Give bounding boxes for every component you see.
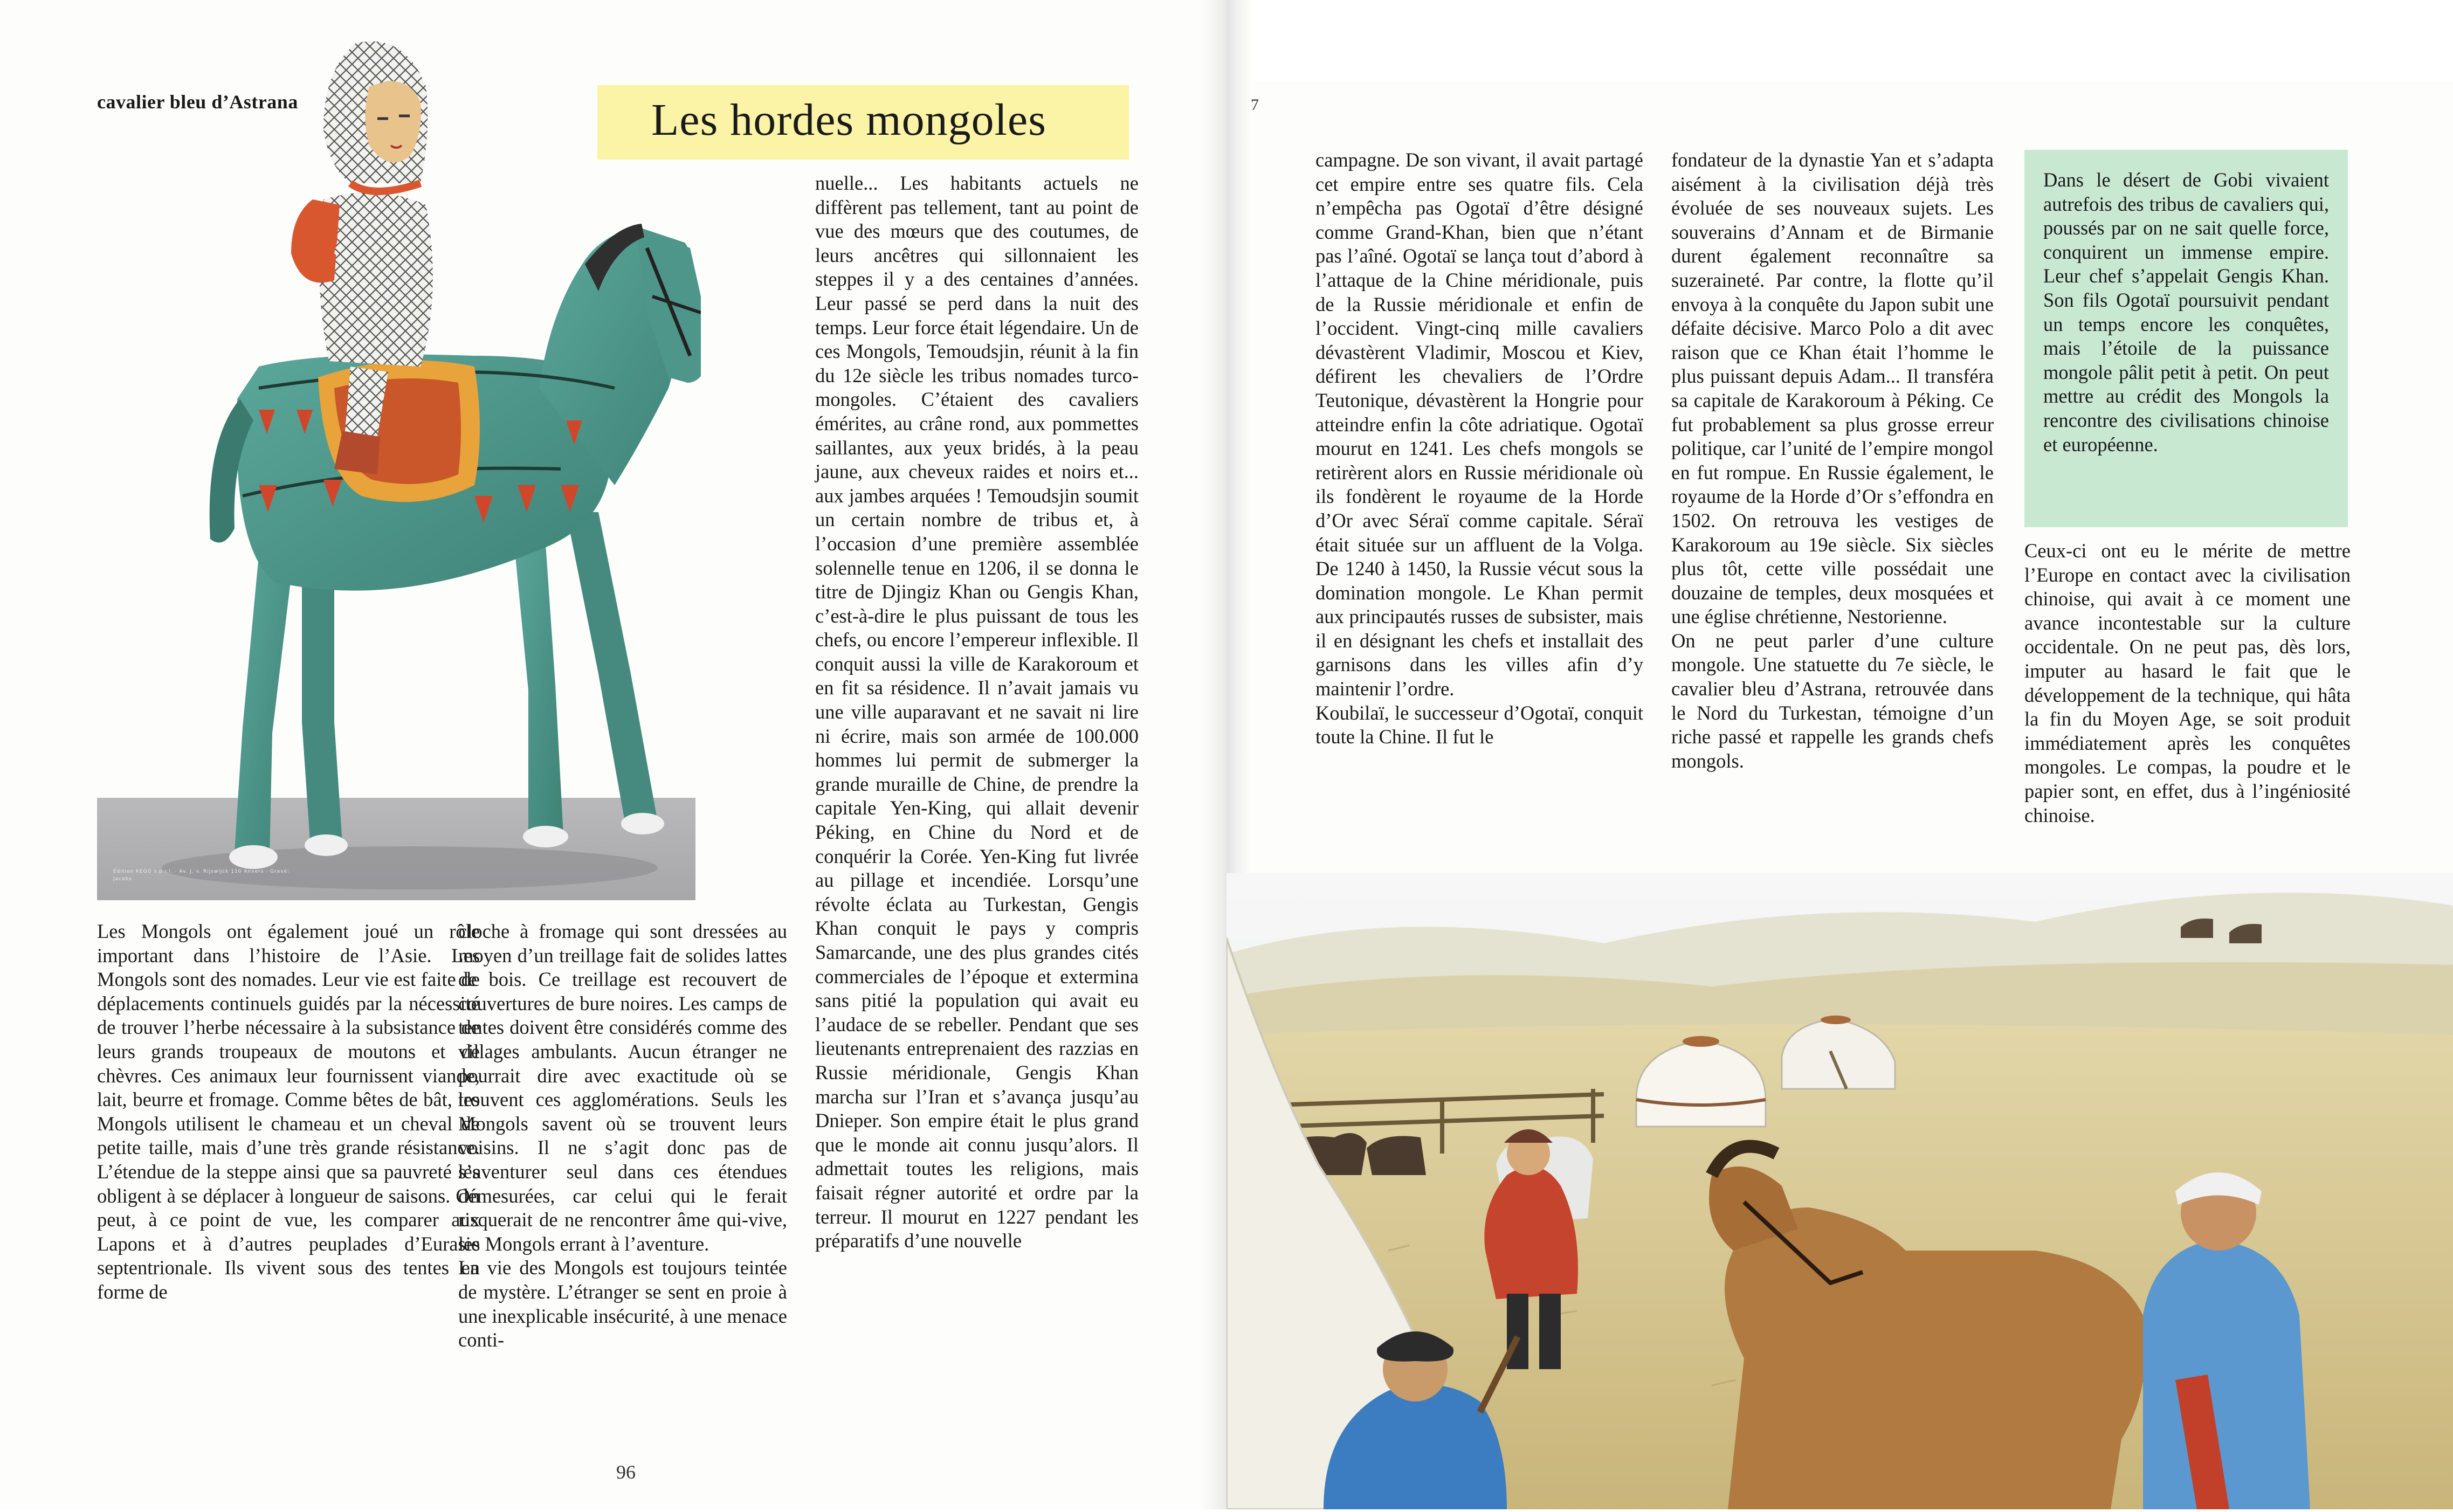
page-number-left: 96 [616, 1461, 636, 1483]
paragraph: campagne. De son vivant, il avait partagé cet empire entre ses quatre fils. Cela n’empêcha pas Ogotaï d’être désigné comme Grand-Khan, bien que n’étant pas l’aîné. Ogotaï se lança tout d’abord à l’attaque de la Chine méridionale, puis de la Russie méridionale et enfin de l’occident. Vingt-cinq mille cavaliers dévastèrent Vladimir, Moscou et Kiev, défirent les chevaliers de l’Ordre Teutonique, dévastèrent la Hongrie pour atteindre enfin la côte adriatique. Ogotaï mourut en 1241. Les chefs mongols se retirèrent alors en Russie méridionale où ils fondèrent le royaume de la Horde d’Or avec Séraï comme capitale. Séraï était située sur un affluent de la Volga. De 1240 à 1450, la Russie vécut sous la domination mongole. Le Khan permit aux principautés russes de subsister, mais il en désignant les chefs et installait des garnisons dans les villes afin d’y maintenir l’ordre. [1315, 149, 1643, 700]
paragraph: On ne peut parler d’une culture mongole. Une statuette du 7e siècle, le cavalier bleu d’Astrana, retrouvée dans le Nord du Turkestan, témoigne d’un riche passé et rappelle les grands chefs mongols. [1671, 629, 1994, 772]
text-column-c [815, 171, 1139, 1253]
right-page-top-margin [1229, 0, 2453, 81]
paragraph: fondateur de la dynastie Yan et s’adapta aisément à la civilisation déjà très évoluée de ses nouveaux sujets. Les souverains d’Annam et de Birmanie durent également reconnaître sa suzeraineté. Par contre, la flotte qu’il envoya à la conquête du Japon subit une défaite décisive. Marco Polo a dit avec raison que ce Khan était l’homme le plus puissant depuis Adam... Il transféra sa capitale de Karakoroum à Péking. Ce fut probablement sa plus grosse erreur politique, car l’unité de l’empire mongol en fut rompue. En Russie également, le royaume de la Horde d’Or s’effondra en 1502. On retrouva les vestiges de Karakoroum au 19e siècle. Six siècles plus tôt, cette ville possédait une douzaine de temples, deux mosquées et une église chrétienne, Nestorienne. [1671, 149, 1994, 628]
page-number-right: 7 [1251, 96, 1259, 114]
text-column-d [1315, 148, 1643, 749]
steppe-scene-drawing [1226, 873, 2453, 1509]
paragraph: cloche à fromage qui sont dressées au moyen d’un treillage fait de solides lattes de bois. Ce treillage est recouvert de couvertures de bure noires. Les camps de tentes doivent être considérés comme des villages ambulants. Aucun étranger ne pourrait dire avec exactitude où se trouvent ces agglomérations. Seuls les Mongols savent où se trouvent leurs voisins. Il ne s’agit donc pas de s’aventurer seul dans ces étendues démesurées, car celui qui le ferait risquerait de ne rencontrer âme qui-vive, les Mongols errant à l’aventure. [458, 920, 787, 1255]
paragraph: La vie des Mongols est toujours teintée de mystère. L’étranger se sent en proie à une inexplicable insécurité, à une menace conti- [458, 1256, 787, 1351]
text-column-e [1671, 148, 1994, 773]
paragraph: Les Mongols ont également joué un rôle important dans l’histoire de l’Asie. Les Mongols sont des nomades. Leur vie est faite de déplacements continuels guidés par la nécessité de trouver l’herbe nécessaire à la subsistance de leurs grands troupeaux de moutons et de chèvres. Ces animaux leur fournissent viande, lait, beurre et fromage. Comme bêtes de bât, les Mongols utilisent le chameau et un cheval de petite taille, mais d’une très grande résistance. L’étendue de la steppe ainsi que sa pauvreté les obligent à se déplacer à longueur de saisons. On peut, à ce point de vue, les comparer aux Lapons et à d’autres peuplades d’Eurasie septentrionale. Ils vivent sous des tentes en forme de [97, 920, 480, 1303]
text-column-b [458, 920, 787, 1352]
text-column-a [97, 920, 480, 1304]
paragraph: nuelle... Les habitants actuels ne diffèrent pas tellement, tant au point de vue des mœurs que des coutumes, de leurs ancêtres qui sillonnaient les steppes il y a des centaines d’années. Leur passé se perd dans la nuit des temps. Leur force était légendaire. Un de ces Mongols, Temoudsjin, réunit à la fin du 12e siècle les tribus nomades turco-mongoles. C’étaient des cavaliers émérites, au crâne rond, aux pommettes saillantes, aux yeux bridés, à la peau jaune, aux cheveux raides et noirs et... aux jambes arquées ! Temoudsjin soumit un certain nombre de tribus et, à l’occasion d’une première assemblée solennelle tenue en 1206, il se donna le titre de Djingiz Khan ou Gengis Khan, c’est-à-dire le plus puissant de tous les chefs, ou encore l’empereur inflexible. Il conquit aussi la ville de Karakoroum et en fit sa résidence. Il n’avait jamais vu une ville auparavant et ne savait ni lire ni écrire, mais son armée de 100.000 hommes lui permit de submerger la grande muraille de Chine, de prendre la capitale Yen-King, qui allait devenir Péking, en Chine du Nord et de conquérir la Corée. Yen-King fut livrée au pillage et incendiée. Lorsqu’une révolte éclata au Turkestan, Gengis Khan conquit le pays y compris Samarcande, une des plus grandes cités commerciales de l’époque et extermina sans pitié la population qui avait eu l’audace de se rebeller. Pendant que ses lieutenants entreprenaient des razzias en Russie méridionale, Gengis Khan marcha sur l’Iran et s’avança jusqu’au Dnieper. Son empire était le plus grand que le monde ait connu jusqu’alors. Il admettait toutes les religions, mais faisait régner autorité et ordre par la terreur. Il mourut en 1227 pendant les préparatifs d’une nouvelle [815, 172, 1139, 1252]
steppe-camp-illustration [1226, 873, 2453, 1509]
page-heading: Les hordes mongoles [651, 95, 1046, 145]
figure-caption: cavalier bleu d’Astrana [97, 91, 298, 113]
text-column-f [2024, 539, 2351, 827]
summary-text: Dans le désert de Gobi vivaient autrefois des tribus de cavaliers qui, poussés par on ne sait quelle force, conquirent un immense empire. Leur chef s’appelait Gengis Khan. Son fils Ogotaï poursuivit pendant un temps encore les conquêtes, mais l’étoile de la puissance mongole pâlit petit à petit. On peut mettre au crédit des Mongols la rencontre des civilisations chinoise et européenne. [2043, 169, 2329, 455]
edition-note: Édition KEGO s.p.r.l. · Av. J. v. Rijswijck 110 Anvers · Gravé: Jacobs [113, 869, 290, 882]
paragraph: Koubilaï, le successeur d’Ogotaï, conquit toute la Chine. Il fut le [1315, 701, 1643, 748]
paragraph: Ceux-ci ont eu le mérite de mettre l’Europe en contact avec la civilisation chinoise, qui avait à ce moment une avance incontestable sur la culture occidentale. On ne peut pas, dès lors, imputer au hasard le fait que le développement de la technique, qui hâta la fin du Moyen Age, se soit produit immédiatement après les conquêtes mongoles. Le compas, la poudre et le papier sont, en effet, dus à l’ingéniosité chinoise. [2024, 540, 2351, 826]
